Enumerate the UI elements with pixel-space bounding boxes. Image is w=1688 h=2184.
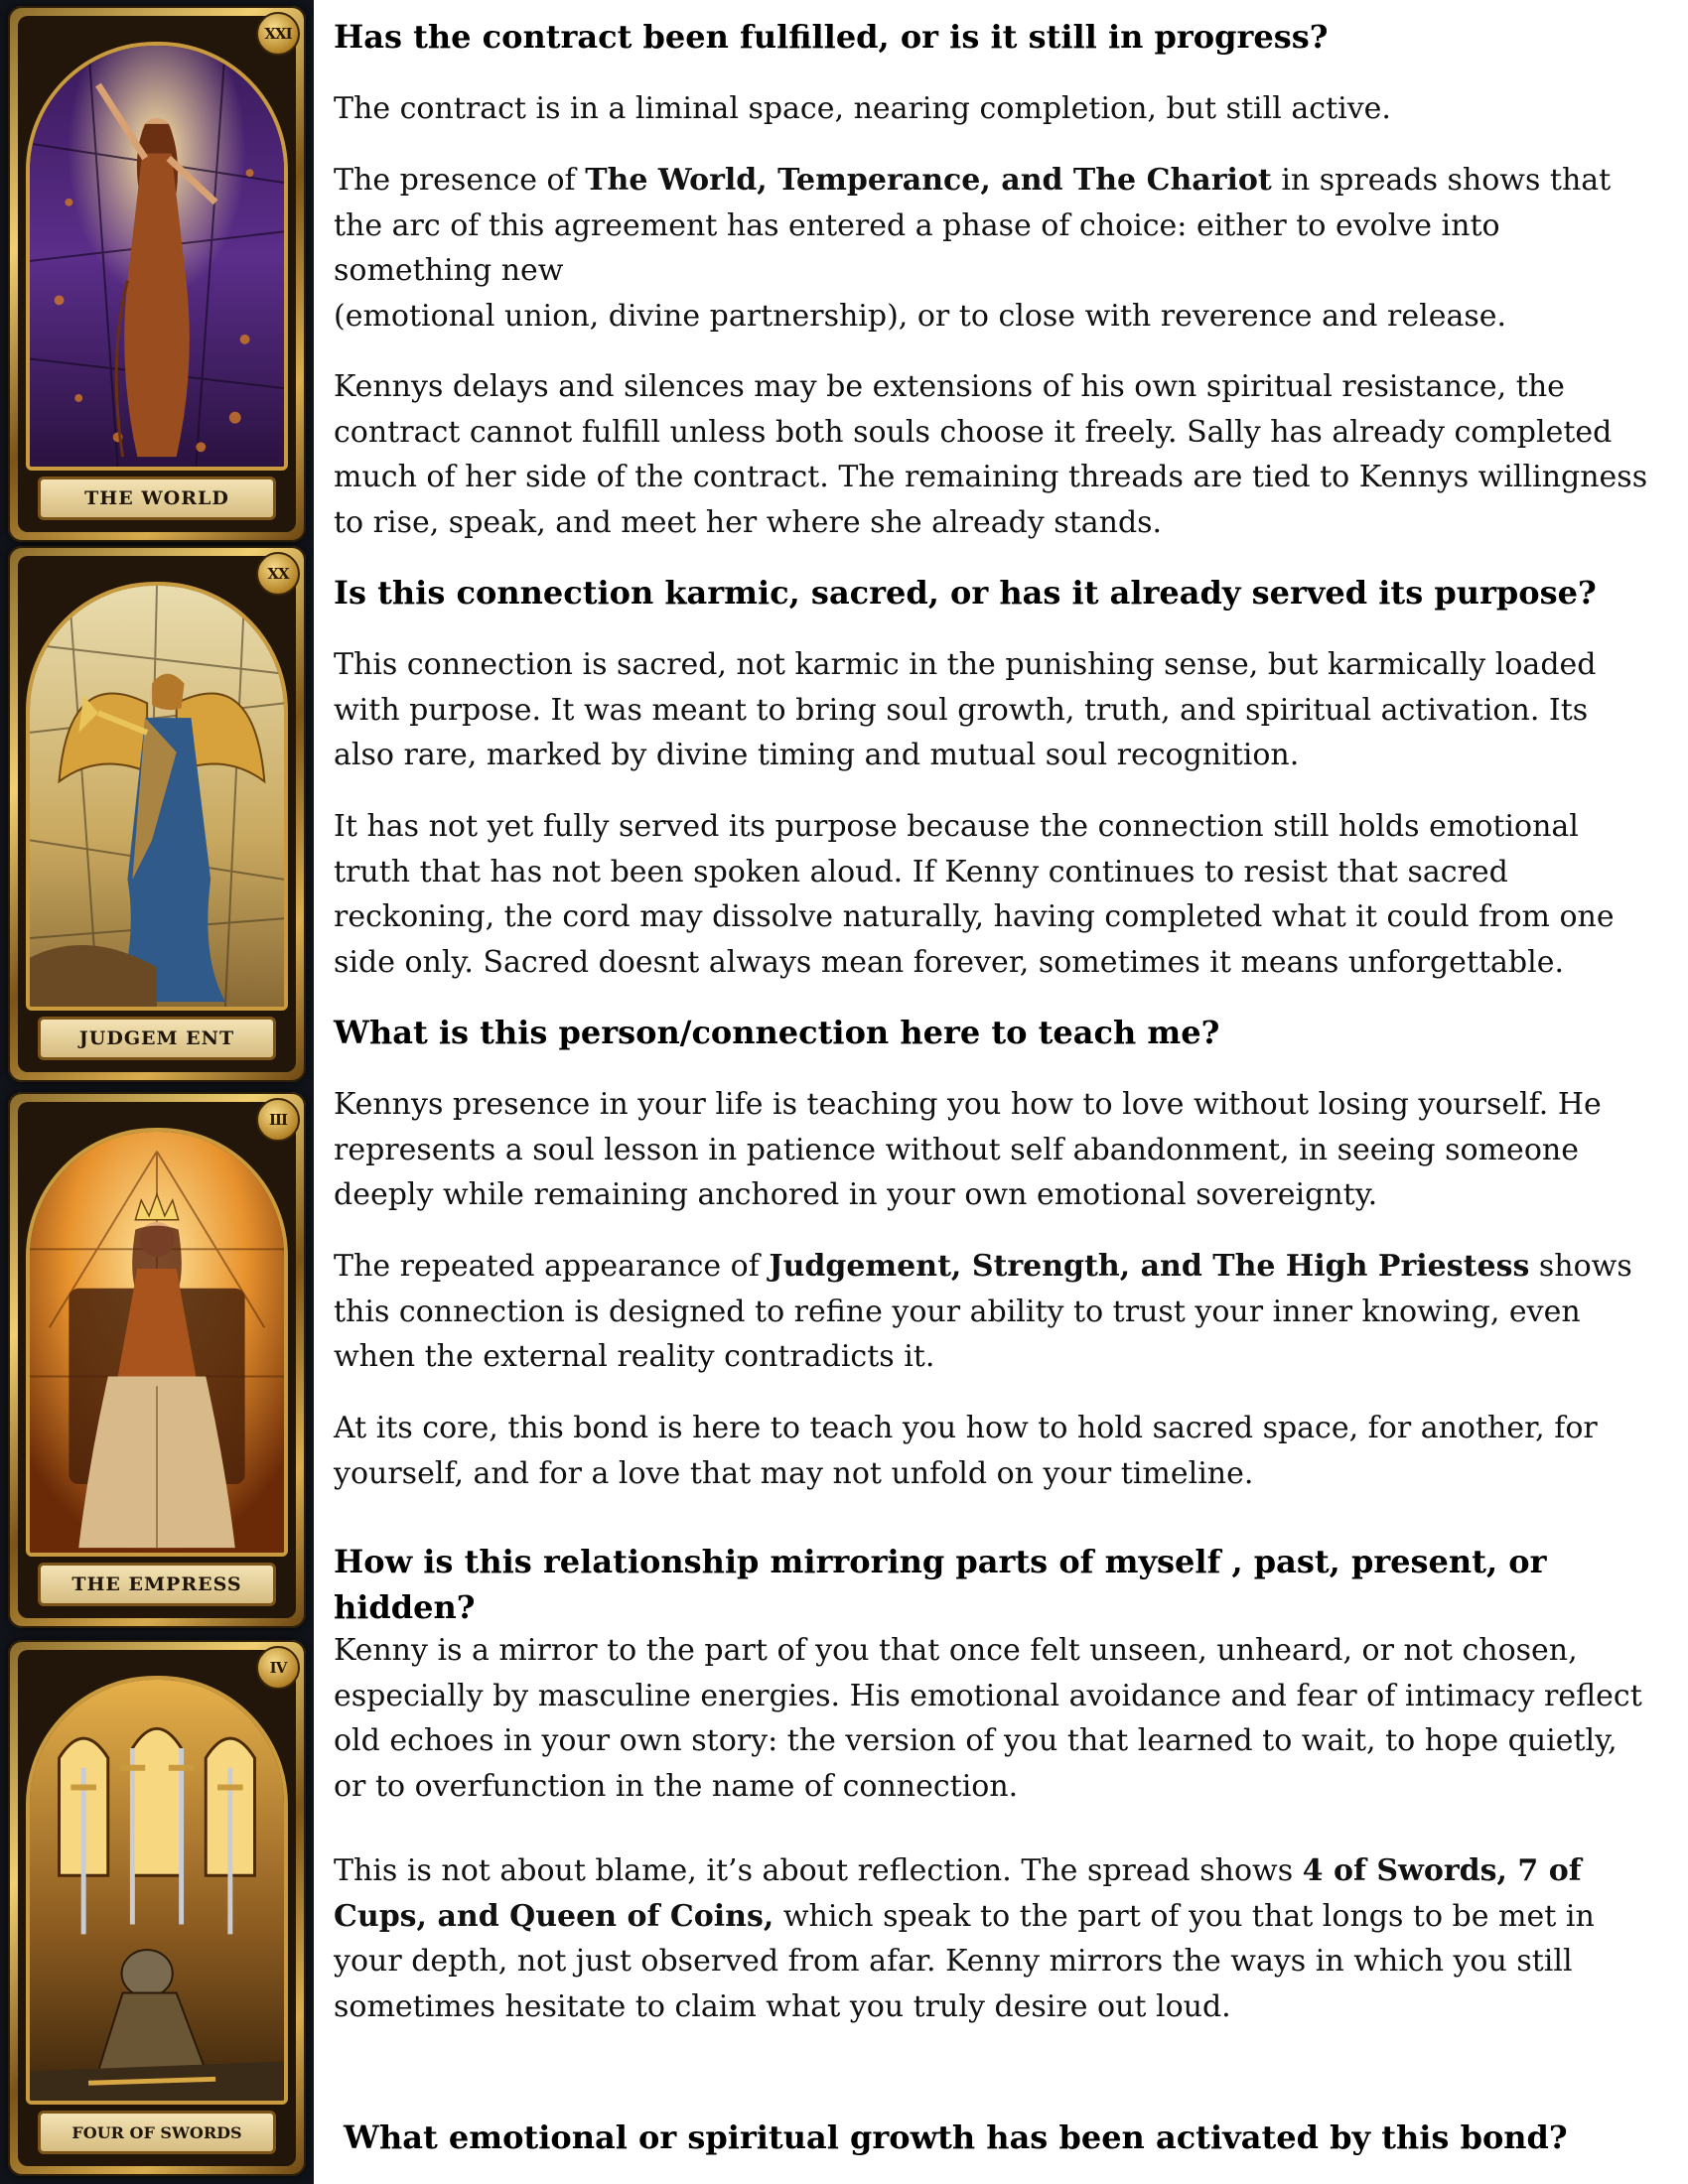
card-name: THE EMPRESS <box>38 1563 276 1606</box>
card-numeral: IV <box>256 1646 300 1690</box>
paragraph: This is not about blame, it’s about reflection. The spread shows 4 of Swords, 7 of Cups, and Queen of Coins, which speak to the part of you that longs to be met in your depth, not just observed from afar. Kenny mirrors the ways in which you still sometimes hesitate to claim what you truly desire out loud. <box>334 1853 1595 2024</box>
card-name: JUDGEM ENT <box>38 1017 276 1060</box>
card-illustration <box>26 582 288 1011</box>
card-illustration <box>26 1128 288 1557</box>
card-numeral: III <box>256 1098 300 1142</box>
question-heading: How is this relationship mirroring parts of myself , past, present, or hidden? <box>334 1543 1547 1626</box>
card-numeral: XXI <box>256 12 300 56</box>
paragraph: This connection is sacred, not karmic in the punishing sense, but karmically loaded with purpose. It was meant to bring soul growth, truth, and spiritual activation. Its also rare, marked by divine timing and mutual soul recognition. <box>334 647 1597 772</box>
card-names-emphasis: The World, Temperance, and The Chariot <box>585 163 1272 198</box>
tarot-card-strip <box>0 0 314 2184</box>
tarot-card-judgement <box>8 546 306 1082</box>
paragraph: It has not yet fully served its purpose because the connection still holds emotional truth that has not been spoken aloud. If Kenny continues to resist that sacred reckoning, the cord may dissolve naturally, having completed what it could from one side only. Sacred doesnt always mean forever, sometimes it means unforgettable. <box>334 809 1615 980</box>
paragraph: The contract is in a liminal space, nearing completion, but still active. <box>334 91 1391 126</box>
question-heading: What is this person/connection here to teach me? <box>334 1014 1220 1051</box>
tarot-card-the-empress <box>8 1092 306 1628</box>
paragraph: Kennys delays and silences may be extensions of his own spiritual resistance, the contract cannot fulfill unless both souls choose it freely. Sally has already completed much of her side of the contract. The remaining threads are tied to Kennys willingness to rise, speak, and meet her where she already stands. <box>334 369 1648 540</box>
card-name: FOUR OF SWORDS <box>38 2111 276 2154</box>
card-illustration <box>26 1676 288 2105</box>
card-illustration <box>26 42 288 471</box>
paragraph: At its core, this bond is here to teach you how to hold sacred space, for another, for yourself, and for a love that may not unfold on your timeline. <box>334 1411 1598 1491</box>
tarot-card-four-of-swords <box>8 1640 306 2176</box>
paragraph: The repeated appearance of Judgement, Strength, and The High Priestess shows this connection is designed to refine your ability to trust your inner knowing, even when the external reality contradicts it. <box>334 1249 1632 1374</box>
card-names-emphasis: 4 of Swords, 7 of Cups, and Queen of Coins, <box>334 1853 1582 1934</box>
paragraph: The presence of The World, Temperance, and The Chariot in spreads shows that the arc of this agreement has entered a phase of choice: either to evolve into something new (emotional union, divine partnership), or to close with reverence and release. <box>334 163 1612 334</box>
paragraph: Kennys presence in your life is teaching you how to love without losing yourself. He represents a soul lesson in patience without self abandonment, in seeing someone deeply while remaining anchored in your own emotional sovereignty. <box>334 1087 1602 1212</box>
card-name: THE WORLD <box>38 477 276 520</box>
card-names-emphasis: Judgement, Strength, and The High Priestess <box>769 1249 1530 1284</box>
card-numeral: XX <box>256 552 300 596</box>
tarot-card-the-world <box>8 6 306 542</box>
question-heading: What emotional or spiritual growth has been activated by this bond? <box>344 2118 1568 2156</box>
question-heading: Has the contract been fulfilled, or is it still in progress? <box>334 18 1329 56</box>
question-heading: Is this connection karmic, sacred, or has it already served its purpose? <box>334 574 1597 612</box>
paragraph: Kenny is a mirror to the part of you that once felt unseen, unheard, or not chosen, especially by masculine energies. His emotional avoidance and fear of intimacy reflect old echoes in your own story: the version of you that learned to wait, to hope quietly, or to overfunction in the name of connection. <box>334 1633 1642 1804</box>
